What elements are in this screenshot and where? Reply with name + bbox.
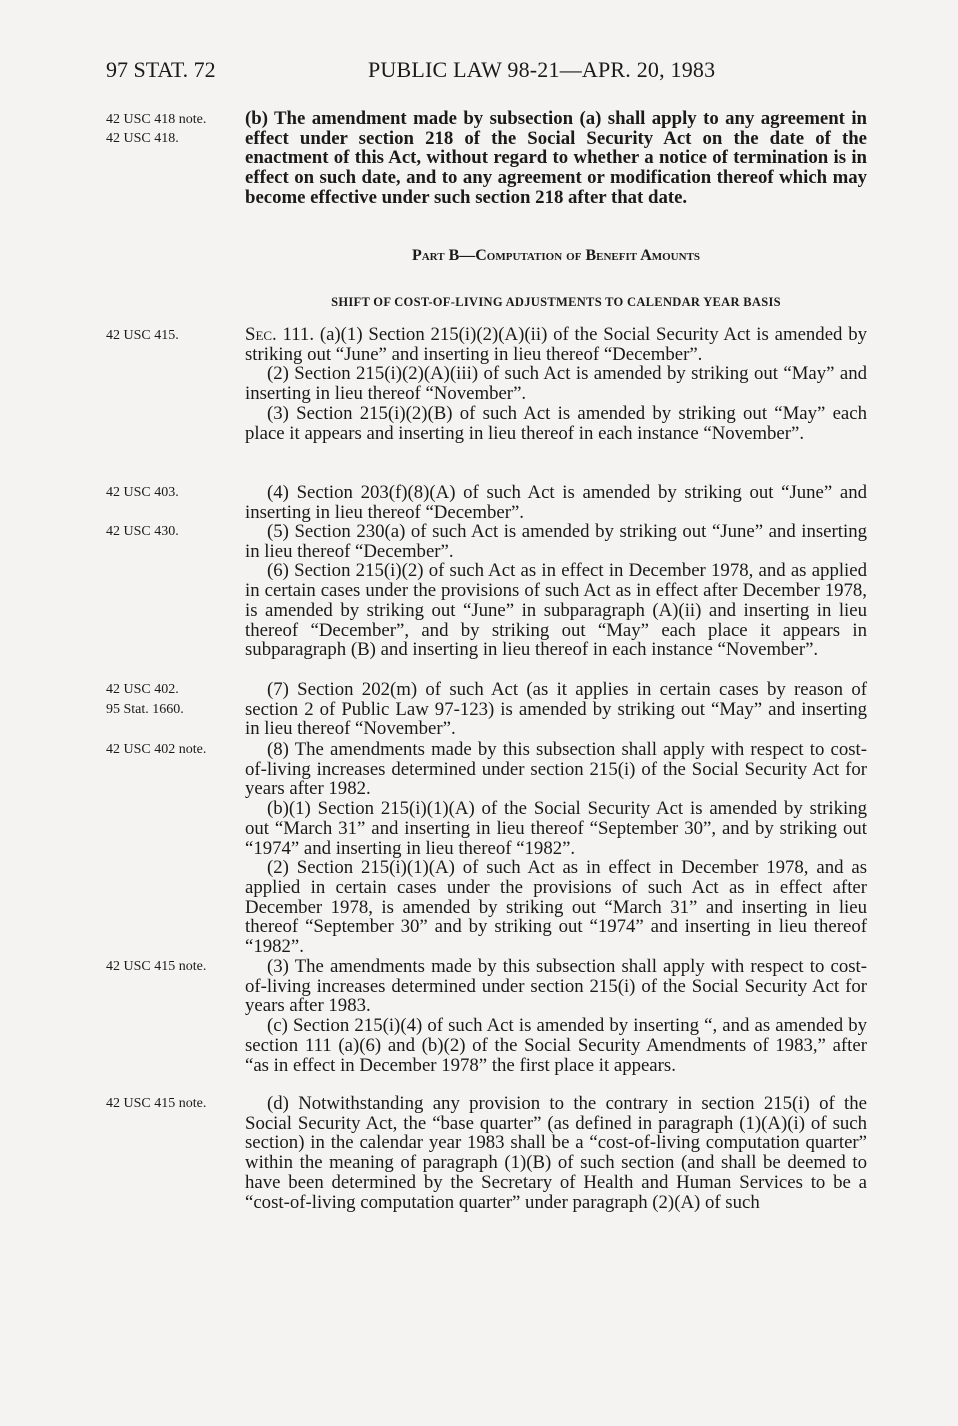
margin-note: 42 USC 430. (106, 524, 179, 539)
part-heading-block (245, 246, 867, 266)
section-heading: SHIFT OF COST-OF-LIVING ADJUSTMENTS TO CALENDAR YEAR BASIS (331, 295, 781, 309)
margin-note: 42 USC 415 note. (106, 959, 207, 974)
paragraph-a8-b2-block (245, 740, 867, 957)
paragraph-b2: (2) Section 215(i)(1)(A) of such Act as in effect in December 1978, and as applied in certain cases under the provisions of such Act as in effect after December 1978, is amended by striking out “March 31” and inserting in lieu thereof “September 30” and by striking out “1974” and inserting in lieu thereof “1982”. (245, 857, 867, 958)
paragraph-a8: (8) The amendments made by this subsection shall apply with respect to cost-of-living increases determined under section 215(i) of the Social Security Act for years after 1982. (245, 739, 867, 800)
margin-note: 42 USC 403. (106, 485, 179, 500)
paragraph-a7: (7) Section 202(m) of such Act (as it applies in certain cases by reason of section 2 of Public Law 97-123) is amended by striking out “May” and inserting in lieu thereof “November”. (245, 679, 867, 740)
paragraph-b1: (b)(1) Section 215(i)(1)(A) of the Social Security Act is amended by striking out “March 31” and inserting in lieu thereof “September 30”, and by striking out “1974” and inserting in lieu thereof “1982”. (245, 798, 867, 859)
paragraph-a7-block (245, 680, 867, 739)
section-heading-block (245, 293, 867, 313)
paragraph-a5-a6-block (245, 522, 867, 660)
paragraph-d-block (245, 1094, 867, 1212)
subsection-b-block (245, 109, 867, 208)
margin-note: 42 USC 418. (106, 131, 179, 146)
paragraph-a4: (4) Section 203(f)(8)(A) of such Act is amended by striking out “June” and inserting in lieu thereof “December”. (245, 482, 867, 523)
paragraph-b3: (3) The amendments made by this subsection shall apply with respect to cost-of-living increases determined under section 215(i) of the Social Security Act for years after 1983. (245, 956, 867, 1017)
paragraph-a3: (3) Section 215(i)(2)(B) of such Act is amended by striking out “May” each place it appears and inserting in lieu thereof in each instance “November”. (245, 402, 867, 444)
stat-page-number: 97 STAT. 72 (106, 57, 216, 82)
running-header: PUBLIC LAW 98-21—APR. 20, 1983 (368, 57, 716, 82)
paragraph-a1: (a)(1) Section 215(i)(2)(A)(ii) of the Social Security Act is amended by striking out “June” and inserting in lieu thereof “December”. (245, 324, 868, 365)
margin-note: 42 USC 418 note. (106, 112, 207, 127)
paragraph-a6: (6) Section 215(i)(2) of such Act as in effect in December 1978, and as applied in certain cases under the provisions of such Act as in effect after December 1978, is amended by striking out “June” in subparagraph (A)(ii) and inserting in lieu thereof “December”, and by striking out “May” each place it appears in subparagraph (B) and inserting in lieu thereof in each instance “November”. (245, 560, 867, 661)
margin-note: 42 USC 402. (106, 682, 179, 697)
margin-note: 42 USC 402 note. (106, 742, 207, 757)
paragraph-c: (c) Section 215(i)(4) of such Act is amended by inserting “, and as amended by section 111 (a)(6) and (b)(2) of the Social Security Amendments of 1983,” after “as in effect in December 1978” the first place it appears. (245, 1015, 867, 1076)
paragraph-a5: (5) Section 230(a) of such Act is amended by striking out “June” and inserting in lieu thereof “December”. (245, 521, 867, 562)
paragraph-b: (b) The amendment made by subsection (a) shall apply to any agreement in effect under section 218 of the Social Security Act on the date of the enactment of this Act, without regard to whether a notice of termination is in effect on such date, and to any agreement or modification thereof which may become effective under such section 218 after that date. (245, 108, 867, 208)
paragraph-b3-c-block (245, 957, 867, 1075)
section-label: Sec. 111. (245, 324, 315, 345)
margin-note: 95 Stat. 1660. (106, 702, 184, 717)
paragraph-d: (d) Notwithstanding any provision to the contrary in section 215(i) of the Social Security Act, the “base quarter” (as defined in paragraph (1)(A)(i) of such section) in the calendar year 1983 shall be a “cost-of-living computation quarter” within the meaning of paragraph (1)(B) of such section (and shall be deemed to have been determined by the Secretary of Health and Human Services to be a “cost-of-living computation quarter” under paragraph (2)(A) of such (245, 1093, 867, 1213)
paragraph-a4-block (245, 483, 867, 522)
part-heading: Part B—Computation of Benefit Amounts (411, 247, 701, 264)
margin-note: 42 USC 415 note. (106, 1096, 207, 1111)
paragraph-a2: (2) Section 215(i)(2)(A)(iii) of such Act is amended by striking out “May” and inserting in lieu thereof “November”. (245, 363, 867, 405)
section-111-block (245, 325, 867, 443)
margin-note: 42 USC 415. (106, 328, 179, 343)
